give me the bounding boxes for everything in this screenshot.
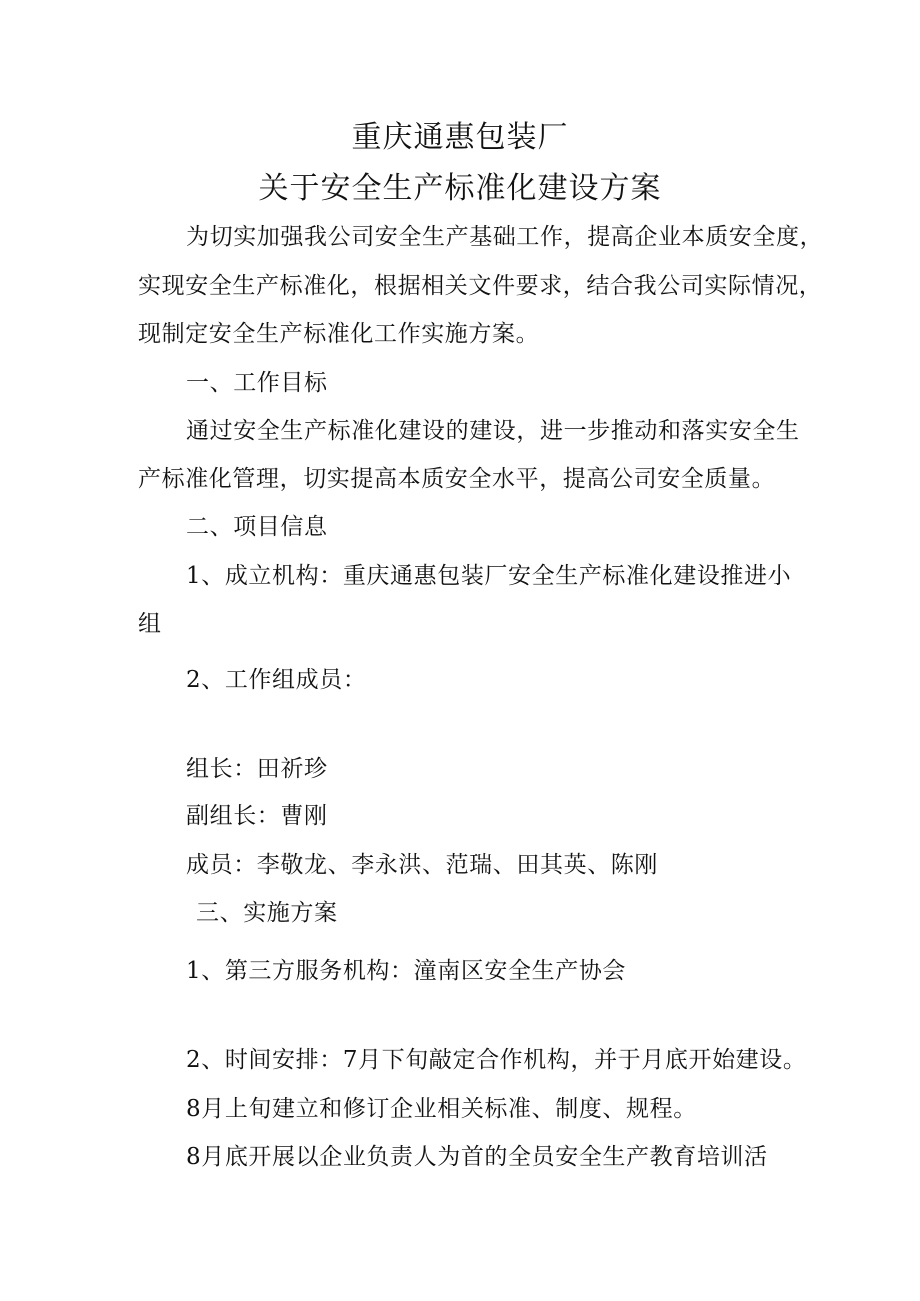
schedule-august-early: 8月上旬建立和修订企业相关标准、制度、规程。 [186, 1096, 697, 1122]
section1-heading: 一、工作目标 [186, 370, 328, 396]
intro-line-2: 实现安全生产标准化，根据相关文件要求，结合我公司实际情况， [138, 273, 823, 299]
group-leader: 组长：田祈珍 [186, 756, 328, 782]
section2-item2: 2、工作组成员： [186, 667, 367, 693]
section3-heading: 三、实施方案 [196, 900, 338, 926]
schedule-august-end: 8月底开展以企业负责人为首的全员安全生产教育培训活 [186, 1144, 768, 1170]
section3-item2: 2、时间安排：7月下旬敲定合作机构，并于月底开始建设。 [186, 1047, 807, 1073]
section2-item1-line-2: 组 [138, 611, 162, 637]
section1-line-1: 通过安全生产标准化建设的建设，进一步推动和落实安全生 [186, 418, 800, 444]
intro-line-3: 现制定安全生产标准化工作实施方案。 [138, 321, 540, 347]
section1-line-2: 产标准化管理，切实提高本质安全水平，提高公司安全质量。 [138, 466, 776, 492]
section2-item1-line-1: 1、成立机构：重庆通惠包装厂安全生产标准化建设推进小 [186, 563, 792, 589]
deputy-leader: 副组长：曹刚 [186, 803, 328, 829]
section3-item1: 1、第三方服务机构：潼南区安全生产协会 [186, 958, 627, 984]
section2-heading: 二、项目信息 [186, 514, 328, 540]
intro-line-1: 为切实加强我公司安全生产基础工作，提高企业本质安全度， [186, 224, 824, 250]
company-name: 重庆通惠包装厂 [351, 120, 569, 155]
document-title: 关于安全生产标准化建设方案 [258, 171, 662, 206]
group-members: 成员：李敬龙、李永洪、范瑞、田其英、陈刚 [186, 852, 658, 878]
